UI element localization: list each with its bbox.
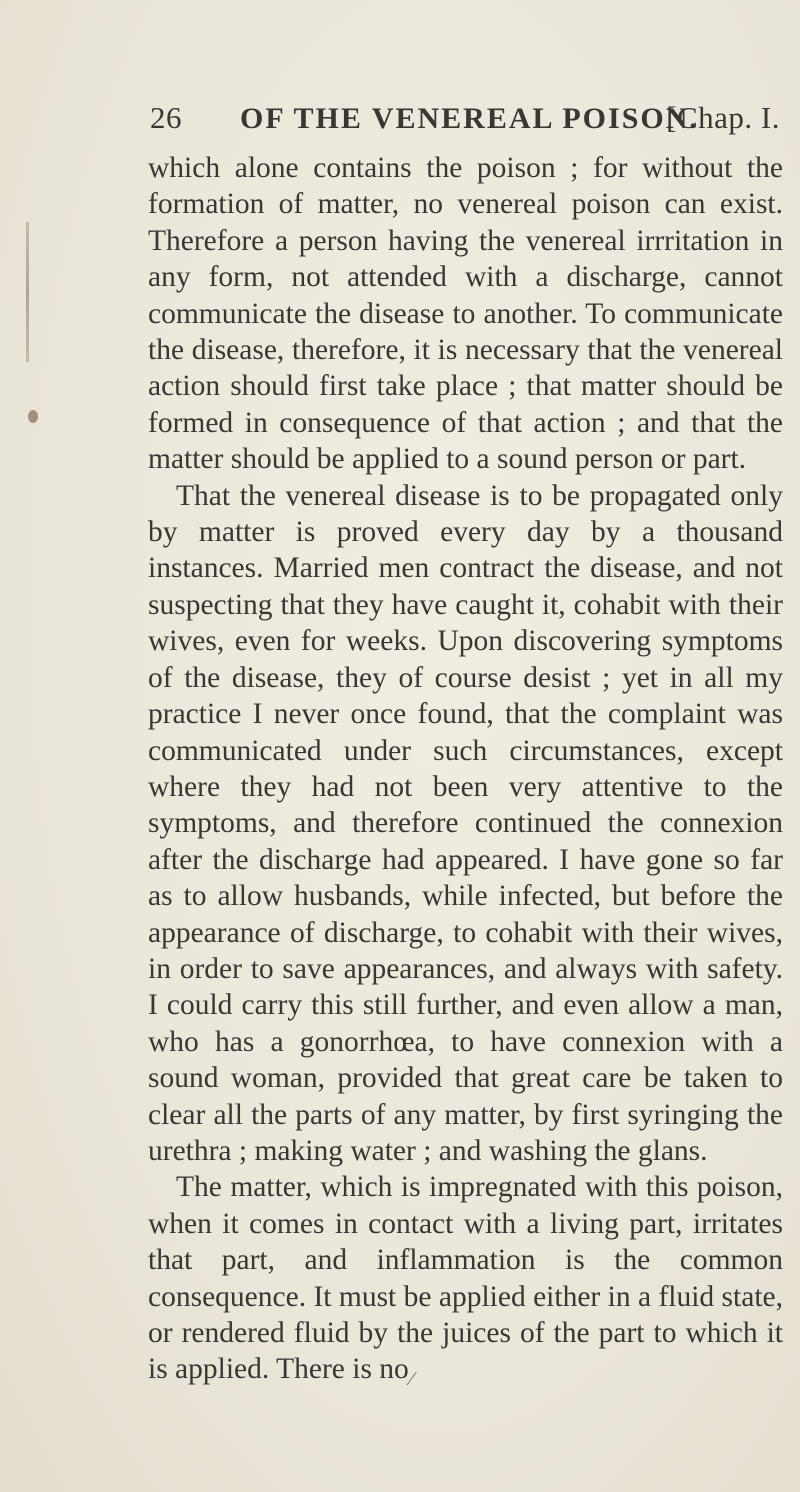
chapter-label: [Chap. I. (666, 100, 780, 135)
body-text (148, 150, 783, 1388)
page-header (150, 100, 780, 140)
paragraph-3: The matter, which is impregnated with this poison, when it comes in contact with a living part, irritates that part, and inflammation is the common consequence. It must be applied either in a fluid state, or rendered fluid by the juices of the part to which it is applied. There is no (148, 1171, 783, 1386)
running-title: OF THE VENEREAL POISON. (240, 102, 699, 135)
margin-binding-mark (26, 222, 29, 362)
footer-mark: ⁄ (410, 1368, 414, 1390)
paragraph-2: That the venereal disease is to be propagated only by matter is proved every day by a thousand instances. Married men contract the disease, and not suspecting that they have caught it, cohabit with their wives, even for weeks. Upon discovering symptoms of the disease, they of course desist ; yet in all my practice I never once found, that the complaint was communicated under such circumstances, except where they had not been very attentive to the symptoms, and therefore continued the connexion after the discharge had appeared. I have gone so far as to allow husbands, while infected, but before the appearance of discharge, to cohabit with their wives, in order to save appearances, and always with safety. I could carry this still further, and even allow a man, who has a gonorrhœa, to have connexion with a sound woman, provided that great care be taken to clear all the parts of any matter, by first syringing the urethra ; making water ; and washing the glans. (148, 479, 783, 1167)
page-number: 26 (150, 100, 182, 135)
margin-stain (28, 410, 38, 423)
paragraph-1: which alone contains the poison ; for without the formation of matter, no venereal poison can exist. Therefore a person having the venereal irrritation in any form, not attended with a discharge, cannot communicate the disease to another. To communicate the disease, therefore, it is necessary that the venereal action should first take place ; that matter should be formed in consequence of that action ; and that the matter should be applied to a sound person or part. (148, 152, 783, 476)
